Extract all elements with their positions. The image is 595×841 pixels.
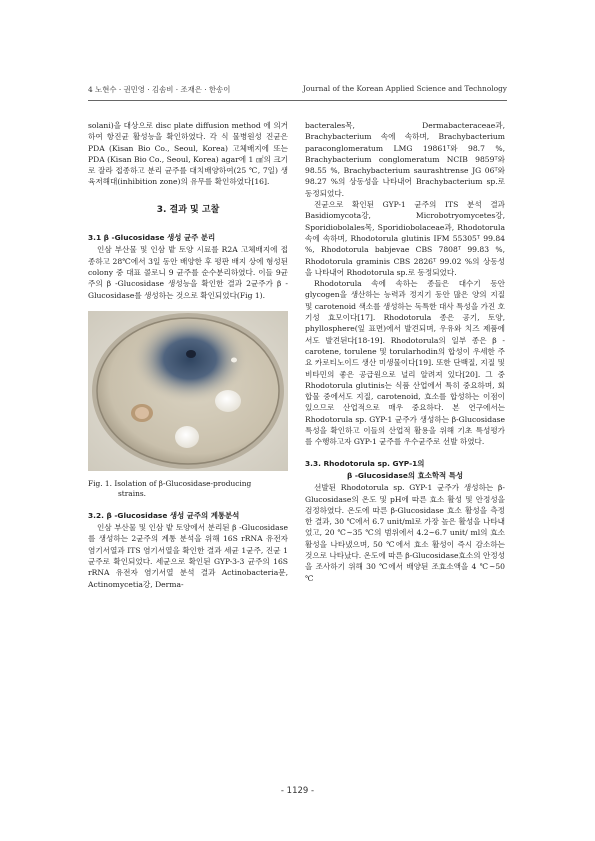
subsection-3-3-title-line1: 3.3. Rhodotorula sp. GYP-1의 xyxy=(305,458,425,468)
paragraph-3-2: 인삼 부산물 및 인삼 밭 토양에서 분리된 β -Glucosidase를 생성하는 2균주의 계통 분석을 위해 16S rRNA 유전자 염기서열과 ITS 염기서열을 확인한 결과 세균 1균주, 진균 1균주로 확인되었다. 세균으로 확인된 GYP-3-3 균주의 16S rRNA 유전자 염기서열 분석 결과 Actinobacteria문, Actinomycetia강, Derma- xyxy=(88,523,288,589)
subsection-3-3-title-line2: β -Glucosidase의 효소학적 특성 xyxy=(347,470,463,480)
section-title-results: 3. 결과 및 고찰 xyxy=(156,204,220,215)
left-column xyxy=(88,120,288,590)
page-number: - 1129 - xyxy=(280,786,315,796)
spacer xyxy=(305,448,505,458)
figure-caption-line2: strains. xyxy=(118,489,146,499)
paragraph-3-3: 선발된 Rhodotorula sp. GYP-1 균주가 생성하는 β-Glucosidase의 온도 및 pH에 따른 효소 활성 및 안정성을 검정하였다. 온도에 따른 β-Glucosidase 효소 활성을 측정한 결과, 30 ℃에서 6.7 unit/ml로 가장 높은 활성을 나타내었고, 20 ℃~35 ℃의 범위에서 4.2~6.7 unit/ ml의 효소 활성을 나타냈으며, 50 ℃에서 효소 활성이 즉시 감소하는 것으로 나타났다. 온도에 따른 β-Glucosidase효소의 안정성을 조사하기 위해 30 ℃에서 배양된 조효소액을 4 ℃~50 ℃ xyxy=(305,483,505,583)
right-column xyxy=(305,120,505,584)
subsection-3-2-title: 3.2. β -Glucosidase 생성 균주의 계통분석 xyxy=(88,510,240,520)
header-authors: 4 노현수 · 권민영 · 김솜비 · 조재은 · 한송이 xyxy=(88,85,231,94)
header-journal: Journal of the Korean Applied Science and Technology xyxy=(302,84,507,93)
paragraph-rhodotorula-id: 진균으로 확인된 GYP-1 균주의 ITS 분석 결과 Basidiomycota강, Microbotryomycetes강, Sporidiobolales목, Sporidiobolaceae과, Rhodotorula 속에 속하며, Rhodotorula glutinis IFM 55305ᵀ 99.84 %, Rhodotorula babjevae CBS 7808ᵀ 99.83 %, Rhodotorula graminis CBS 2826ᵀ 99.02 %의 상동성을 나타내어 Rhodotorula sp.로 동정되었다. xyxy=(305,200,505,277)
paragraph-3-1: 인삼 부산물 및 인삼 밭 토양 시료를 R2A 고체배지에 접종하고 28℃에서 3일 동안 배양한 후 평판 배지 상에 형성된 colony 중 대표 콜로니 9 균주를 순수분리하였다. 이들 9균주의 β -Glucosidase 생성능을 확인한 결과 2균주가 β -Glucosidase를 생성하는 것으로 확인되었다(Fig 1). xyxy=(88,245,288,300)
paragraph-methods-end: solani)을 대상으로 disc plate diffusion method 에 의거하여 항진균 활성능을 확인하였다. 각 식 물병원성 진균은 PDA (Kisan Bio Co., Seoul, Korea) 고체배지에 또는 PDA (Kisan Bio Co., Seoul, Korea) agar에 1 ㎠의 크기로 잘라 접종하고 분리 균주를 대치배양하여(25 ℃, 7일) 생육저해대(inhibition zone)의 유무를 확인하였다[16]. xyxy=(88,121,288,187)
running-header xyxy=(88,84,507,98)
petri-dish-image xyxy=(88,311,288,471)
paragraph-brachybacterium: bacterales목, Dermabacteraceae과, Brachybacterium 속에 속하며, Brachybacterium paraconglomeratum LMG 19861ᵀ와 98.7 %, Brachybacterium conglomeratum NCIB 9859ᵀ와 98.55 %, Brachybacterium saurashtrense JG 06ᵀ와 98.27 %의 상동성을 나타내어 Brachybacterium sp.로 동정되었다. xyxy=(305,121,505,198)
paragraph-rhodotorula-desc: Rhodotorula 속에 속하는 종들은 대수기 동안 glycogen을 생산하는 능력과 정지기 동안 많은 양의 지질 및 carotenoid 색소를 생성하는 독특한 대사 특성을 가진 호기성 효모이다[17]. Rhodotorula 종은 공기, 토양, phyllosphere(잎 표면)에서 발견되며, 우유와 치즈 제품에서도 발견된다[18-19]. Rhodotorula의 일부 종은 β -carotene, torulene 및 torularhodin의 합성이 우세한 주요 카로티노이드 생산 미생물이다[19]. 또한 단백질, 지질 및 비타민의 좋은 공급원으로 널리 알려져 있다[20]. 그 중 Rhodotorula glutinis는 식품 산업에서 특히 중요하며, 회합물 중에서도 지질, carotenoid, 효소를 합성하는 이점이 있으므로 산업적으로 매우 중요하다. 본 연구에서는 Rhodotorula sp. GYP-1 균주가 생성하는 β-Glucosidase 특성을 확인하고 이들의 산업적 활용을 위해 기초 특성평가를 수행하고자 GYP-1 균주를 우수균주로 선발 하였다. xyxy=(305,279,505,447)
figure-1-caption xyxy=(88,479,288,500)
figure-caption-line1: Fig. 1. Isolation of β-Glucosidase-producing xyxy=(88,478,252,488)
subsection-3-1-title: 3.1 β -Glucosidase 생성 균주 분리 xyxy=(88,233,216,243)
header-rule xyxy=(88,100,507,101)
petri-dish-photo xyxy=(88,311,288,471)
